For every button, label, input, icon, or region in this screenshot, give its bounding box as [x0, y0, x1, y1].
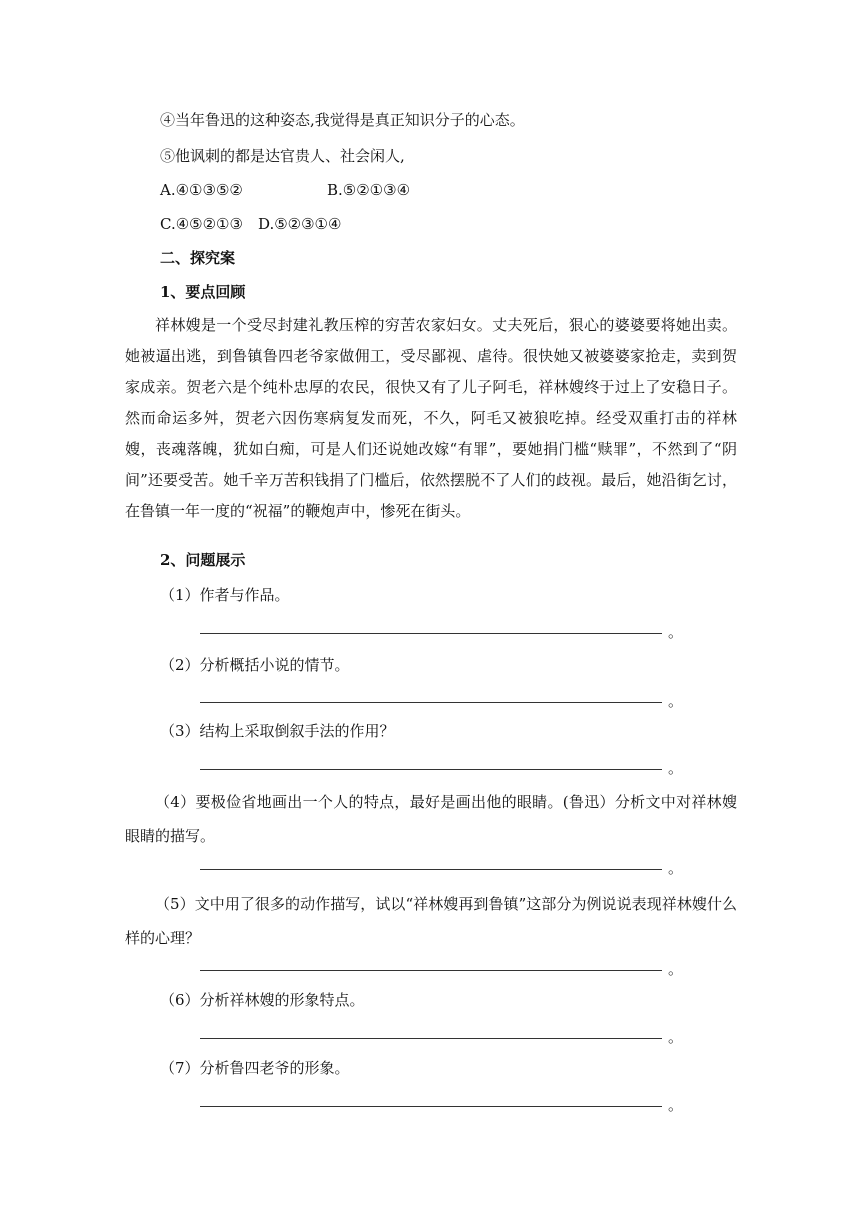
section-heading: 二、探究案: [160, 249, 236, 267]
answer-line-3[interactable]: [200, 769, 662, 770]
question-4: （4）要极俭省地画出一个人的特点，最好是画出他的眼睛。(鲁迅）分析文中对祥林嫂眼睛的描写。: [125, 793, 737, 845]
option-c-d: C.④⑤②①③ D.⑤②③①④: [160, 215, 342, 233]
item-4: ④当年鲁迅的这种姿态,我觉得是真正知识分子的心态。: [160, 111, 525, 129]
end-mark: 。: [668, 960, 684, 978]
item-5: ⑤他讽刺的都是达官贵人、社会闲人,: [160, 147, 405, 165]
answer-line-4[interactable]: [200, 869, 662, 870]
answer-line-1[interactable]: [200, 633, 662, 634]
subheading-review: 1、要点回顾: [160, 283, 246, 301]
question-7: （7）分析鲁四老爷的形象。: [160, 1059, 350, 1077]
end-mark: 。: [668, 623, 684, 641]
end-mark: 。: [668, 1028, 684, 1046]
question-2: （2）分析概括小说的情节。: [160, 656, 350, 674]
option-a: A.④①③⑤②: [160, 181, 243, 199]
end-mark: 。: [668, 692, 684, 710]
question-5: （5）文中用了很多的动作描写，试以“祥林嫂再到鲁镇”这部分为例说说表现祥林嫂什么样的心理？: [125, 895, 737, 947]
answer-line-6[interactable]: [200, 1038, 662, 1039]
question-1: （1）作者与作品。: [160, 586, 290, 604]
summary-paragraph: 祥林嫂是一个受尽封建礼教压榨的穷苦农家妇女。丈夫死后，狠心的婆婆要将她出卖。她被逼出逃，到鲁镇鲁四老爷家做佣工，受尽鄙视、虐待。很快她又被婆婆家抢走，卖到贺家成亲。贺老六是个纯朴忠厚的农民，很快又有了儿子阿毛，祥林嫂终于过上了安稳日子。然而命运多舛，贺老六因伤寒病复发而死，不久，阿毛又被狼吃掉。经受双重打击的祥林嫂，丧魂落魄，犹如白痴，可是人们还说她改嫁“有罪”，要她捐门槛“赎罪”，不然到了“阴间”还要受苦。她千辛万苦积钱捐了门槛后，依然摆脱不了人们的歧视。最后，她沿街乞讨，在鲁镇一年一度的“祝福”的鞭炮声中，惨死在街头。: [125, 316, 737, 520]
option-b: B.⑤②①③④: [327, 181, 411, 199]
end-mark: 。: [668, 1096, 684, 1114]
end-mark: 。: [668, 759, 684, 777]
answer-line-5[interactable]: [200, 970, 662, 971]
end-mark: 。: [668, 859, 684, 877]
question-6: （6）分析祥林嫂的形象特点。: [160, 991, 365, 1009]
answer-line-7[interactable]: [200, 1106, 662, 1107]
subheading-questions: 2、问题展示: [160, 551, 246, 569]
question-3: （3）结构上采取倒叙手法的作用？: [160, 722, 395, 740]
answer-line-2[interactable]: [200, 702, 662, 703]
